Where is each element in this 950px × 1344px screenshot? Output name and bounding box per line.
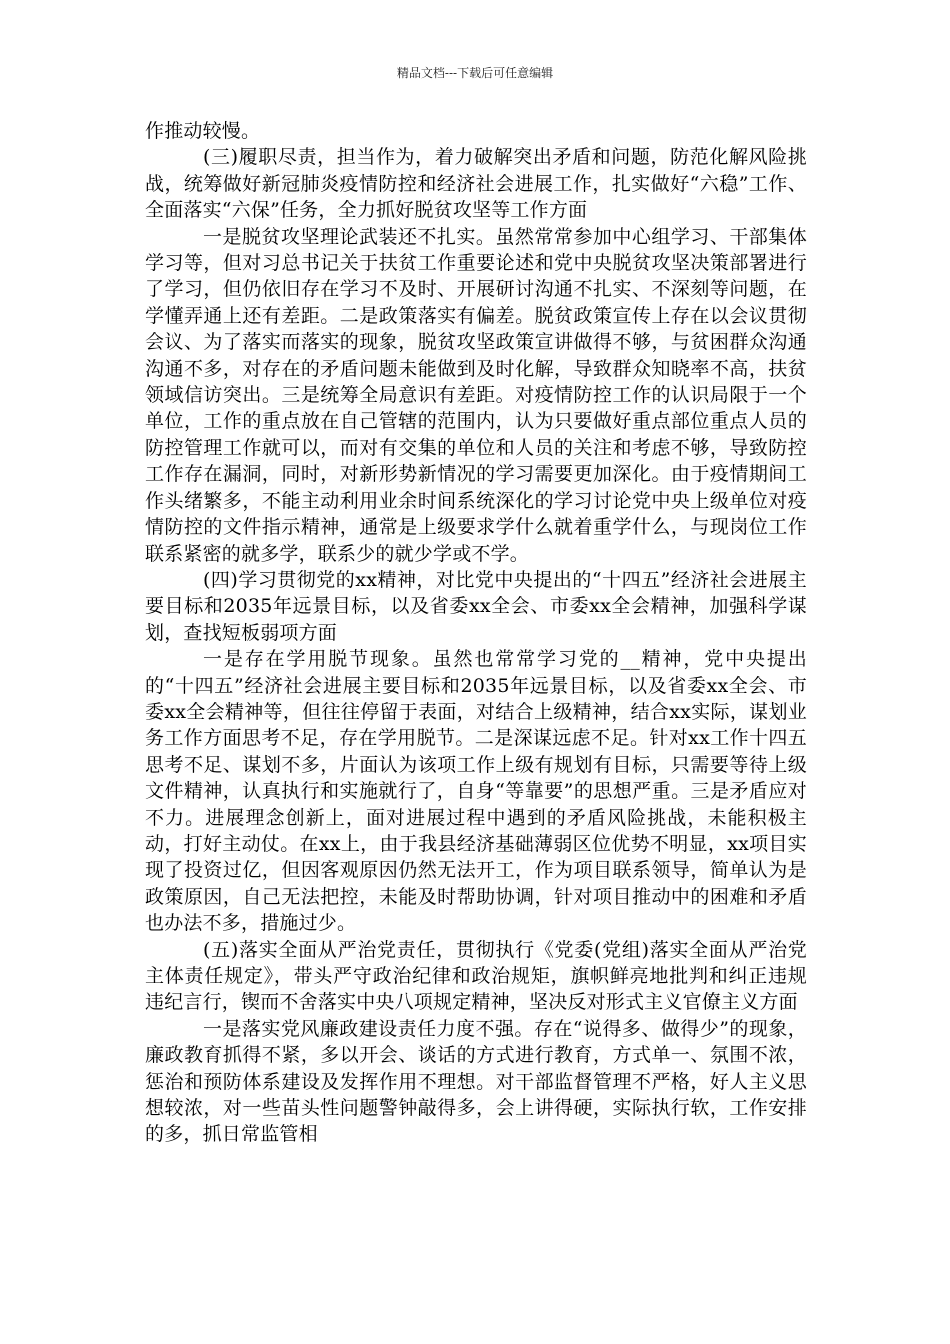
section-heading-5: (五)落实全面从严治党责任，贯彻执行《党委(党组)落实全面从严治党主体责任规定》，带头严守政治纪律和政治规矩，旗帜鲜亮地批判和纠正违规违纪言行，锲而不舍落实中央八项规定精神，坚决反对形式主义官僚主义方面 — [145, 938, 807, 1014]
section-heading-4: (四)学习贯彻党的xx精神，对比党中央提出的“十四五”经济社会进展主要目标和2035年远景目标，以及省委xx全会、市委xx全会精神，加强科学谋划，查找短板弱项方面 — [145, 568, 807, 644]
document-body — [145, 118, 807, 1148]
section-heading-3: (三)履职尽责，担当作为，着力破解突出矛盾和问题，防范化解风险挑战，统筹做好新冠肺炎疫情防控和经济社会进展工作，扎实做好“六稳”工作、全面落实“六保”任务，全力抓好脱贫攻坚等工作方面 — [145, 146, 807, 222]
section-body-4: 一是存在学用脱节现象。虽然也常常学习党的__精神，党中央提出的“十四五”经济社会进展主要目标和2035年远景目标，以及省委xx全会、市委xx全会精神等，但往往停留于表面，对结合上级精神，结合xx实际，谋划业务工作方面思考不足，存在学用脱节。二是深谋远虑不足。针对xx工作十四五思考不足、谋划不多，片面认为该项工作上级有规划有目标，只需要等待上级文件精神，认真执行和实施就行了，自身“等靠要”的思想严重。三是矛盾应对不力。进展理念创新上，面对进展过程中遇到的矛盾风险挑战，未能积极主动，打好主动仗。在xx上，由于我县经济基础薄弱区位优势不明显，xx项目实现了投资过亿，但因客观原因仍然无法开工，作为项目联系领导，简单认为是政策原因，自己无法把控，未能及时帮助协调，针对项目推动中的困难和矛盾也办法不多，措施过少。 — [145, 648, 807, 935]
page-header: 精品文档---下载后可任意编辑 — [396, 66, 554, 80]
section-body-3: 一是脱贫攻坚理论武装还不扎实。虽然常常参加中心组学习、干部集体学习等，但对习总书记关于扶贫工作重要论述和党中央脱贫攻坚决策部署进行了学习，但仍依旧存在学习不及时、开展研讨沟通不扎实、不深刻等问题，在学懂弄通上还有差距。二是政策落实有偏差。脱贫政策宣传上存在以会议贯彻会议、为了落实而落实的现象，脱贫攻坚政策宣讲做得不够，与贫困群众沟通沟通不多，对存在的矛盾问题未能做到及时化解，导致群众知晓率不高，扶贫领域信访突出。三是统筹全局意识有差距。对疫情防控工作的认识局限于一个单位，工作的重点放在自己管辖的范围内，认为只要做好重点部位重点人员的防控管理工作就可以，而对有交集的单位和人员的关注和考虑不够，导致防控工作存在漏洞，同时，对新形势新情况的学习需要更加深化。由于疫情期间工作头绪繁多，不能主动利用业余时间系统深化的学习讨论党中央上级单位对疫情防控的文件指示精神，通常是上级要求学什么就着重学什么，与现岗位工作联系紧密的就多学，联系少的就少学或不学。 — [145, 225, 807, 565]
section-body-5: 一是落实党风廉政建设责任力度不强。存在“说得多、做得少”的现象，廉政教育抓得不紧，多以开会、谈话的方式进行教育，方式单一、氛围不浓，惩治和预防体系建设及发挥作用不理想。对干部监督管理不严格，好人主义思想较浓，对一些苗头性问题警钟敲得多，会上讲得硬，实际执行软，工作安排的多，抓日常监管相 — [145, 1017, 807, 1146]
paragraph-continuation: 作推动较慢。 — [145, 120, 261, 142]
